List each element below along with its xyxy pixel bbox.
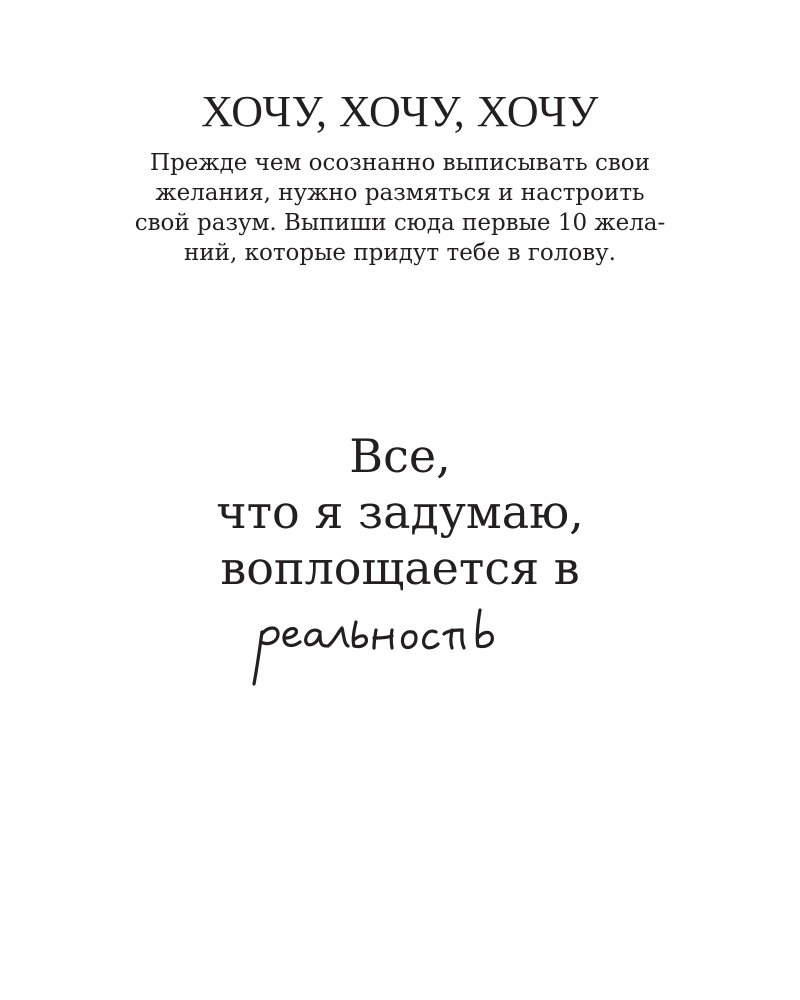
handwritten-script-drawing [240,596,580,692]
page-heading: ХОЧУ, ХОЧУ, ХОЧУ [201,87,599,136]
affirmation-line: воплощается в [220,541,580,595]
intro-paragraph [0,148,800,268]
affirmation-line: что я задумаю, [216,485,584,539]
intro-line: желания, нужно размяться и настроить [155,180,645,206]
intro-line: Прежде чем осознанно выписывать свои [150,150,650,176]
affirmation-text [0,428,800,596]
intro-line: ний, которые придут тебе в голову. [184,240,616,266]
intro-line: свой разум. Выпиши сюда первые 10 жела- [134,210,666,236]
handwritten-word-realnost [240,596,580,692]
affirmation-line: Все, [349,429,451,483]
